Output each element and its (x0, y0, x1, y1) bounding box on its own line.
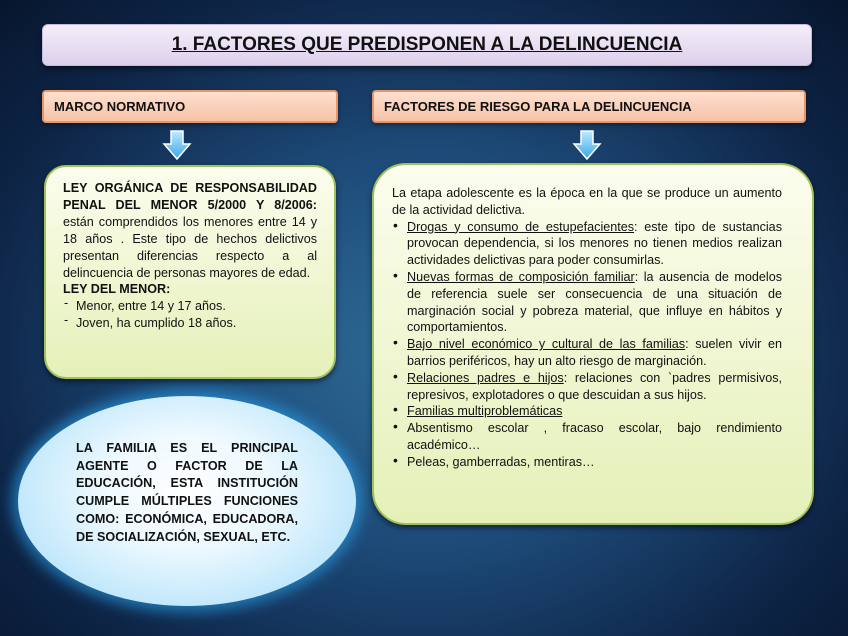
factor-text: : la ausencia de modelos de referencia suele ser consecuencia de una situación de marginación social y pobreza material, que influye en hábitos y comportamientos. (407, 269, 782, 335)
factor-text: Absentismo escolar , fracaso escolar, bajo rendimiento académico… (407, 421, 782, 452)
law-text: están comprendidos los menores entre 14 y 18 años . Este tipo de hechos delictivos presentan diferencias respecto a al delincuencia de personas mayores de edad. (63, 214, 317, 280)
intro-text: La etapa adolescente es la época en la que se produce un aumento de la actividad delictiva. (392, 186, 782, 217)
factor-term: Relaciones padres e hijos (407, 370, 564, 385)
title-bar (42, 24, 812, 66)
header-factores-riesgo-label: FACTORES DE RIESGO PARA LA DELINCUENCIA (384, 99, 692, 114)
list-item: - Joven, ha cumplido 18 años. (63, 315, 317, 332)
factor-term: Bajo nivel económico y cultural de las familias (407, 337, 686, 352)
list-item (392, 219, 782, 269)
list-item (392, 336, 782, 370)
law-title: LEY ORGÁNICA DE RESPONSABILIDAD PENAL DEL MENOR 5/2000 Y 8/2006: (63, 181, 317, 212)
law-paragraph (63, 180, 317, 281)
list-item (392, 454, 782, 471)
factor-term: Nuevas formas de composición familiar (407, 269, 635, 284)
list-item (392, 269, 782, 336)
down-arrow-icon (572, 130, 602, 160)
section-title: LEY DEL MENOR: (63, 282, 171, 297)
factores-riesgo-box (372, 163, 814, 525)
factor-text: : suelen vivir en barrios periféricos, hay un alto riesgo de marginación. (407, 337, 782, 368)
list-item: - Menor, entre 14 y 17 años. (63, 298, 317, 315)
header-factores-riesgo (372, 90, 806, 123)
factor-term: Familias multiproblemáticas (407, 404, 563, 419)
down-arrow-icon (162, 130, 192, 160)
marco-normativo-box (44, 165, 336, 379)
header-marco-normativo-label: MARCO NORMATIVO (54, 99, 186, 114)
factor-term: Drogas y consumo de estupefacientes (407, 219, 635, 234)
factor-list (392, 219, 782, 471)
family-text: LA FAMILIA ES EL PRINCIPAL AGENTE O FACTOR DE LA EDUCACIÓN, ESTA INSTITUCIÓN CUMPLE MÚLTIPLES FUNCIONES COMO: ECONÓMICA, EDUCADORA, DE SOCIALIZACIÓN, SEXUAL, ETC. (76, 441, 298, 544)
header-marco-normativo (42, 90, 338, 123)
page-title: 1. FACTORES QUE PREDISPONEN A LA DELINCUENCIA (171, 34, 683, 55)
factor-text: Peleas, gamberradas, mentiras… (407, 454, 595, 469)
list-item (392, 370, 782, 404)
list-item (392, 420, 782, 454)
factor-text: : relaciones con `padres permisivos, represivos, explotadores o que descuidan a sus hijos. (407, 370, 782, 402)
list-item (392, 403, 782, 420)
factor-text: : este tipo de sustancias provocan dependencia, si los menores no tienen medios realizan actividades delictivas para poder consumirlas. (407, 219, 782, 268)
